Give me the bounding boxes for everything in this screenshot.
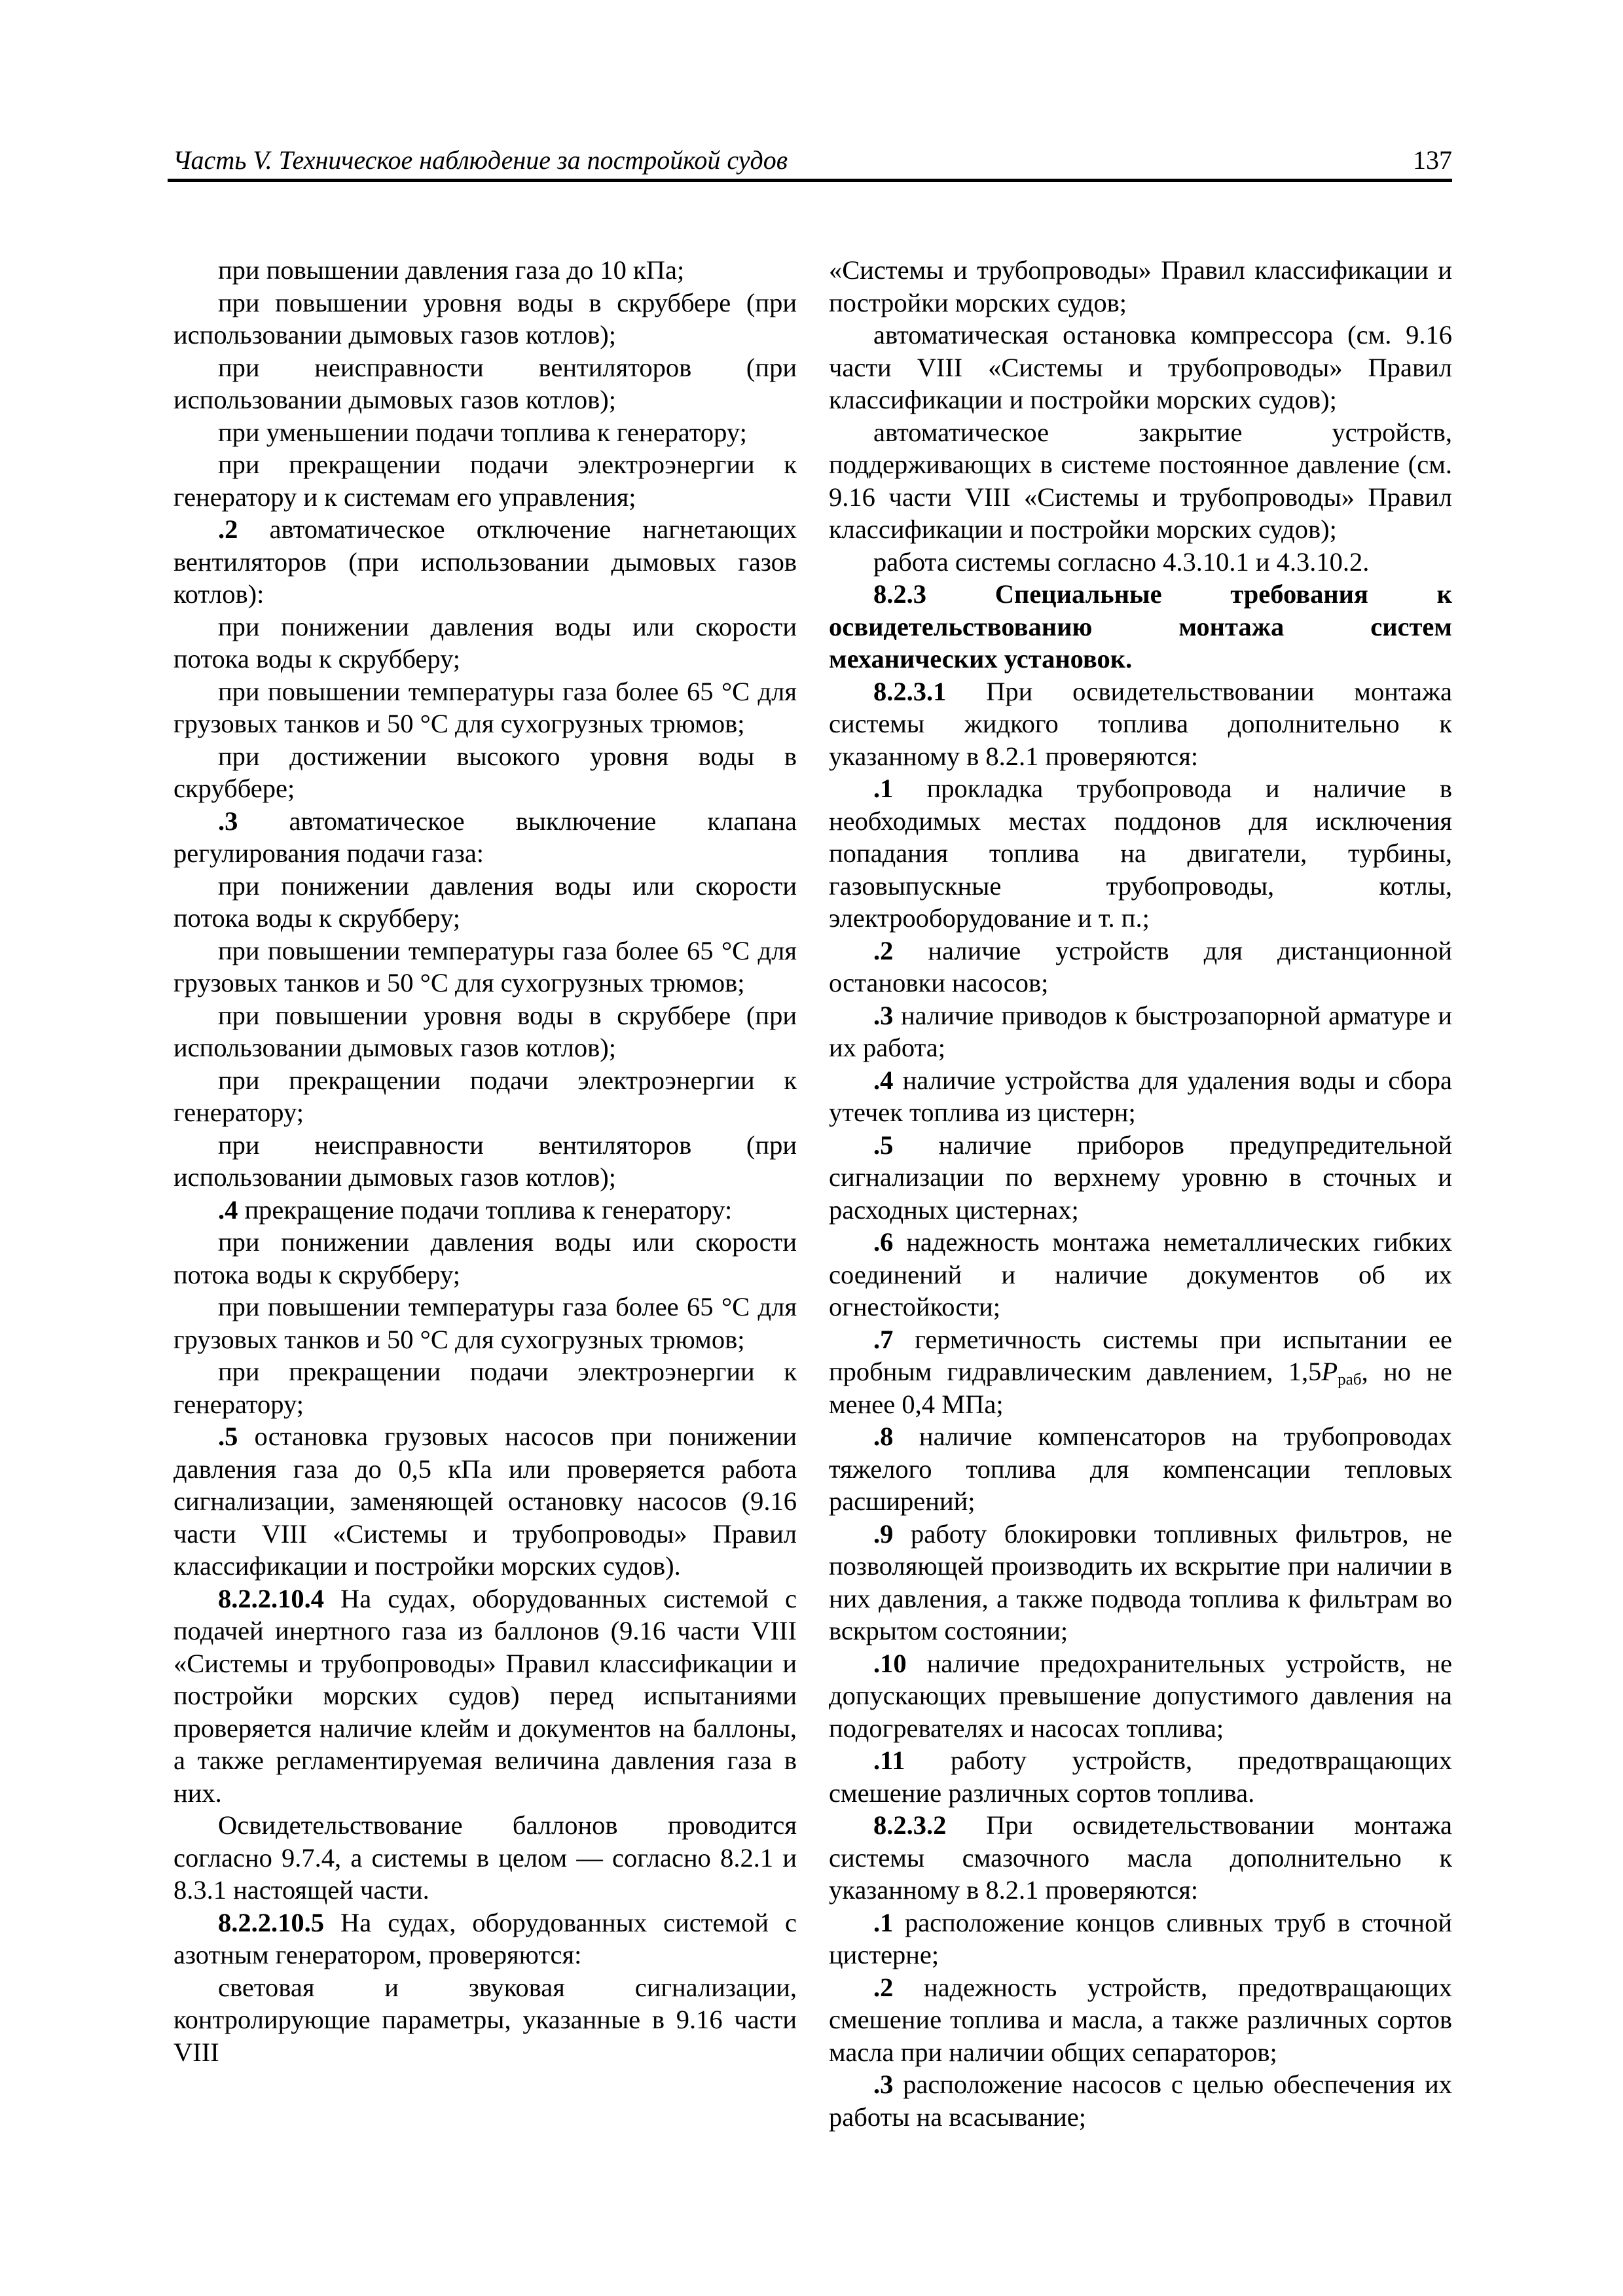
paragraph-number: .1 — [873, 774, 894, 803]
paragraph-text: при понижении давления воды или скорости потока воды к скрубберу; — [173, 611, 797, 673]
paragraph — [829, 772, 1452, 935]
paragraph — [173, 675, 797, 740]
paragraph — [829, 1971, 1452, 2069]
paragraph — [173, 513, 797, 611]
paragraph — [173, 611, 797, 675]
paragraph-text: наличие приборов предупредительной сигнализации по верхнему уровню в сточных и расходных цистернах; — [829, 1130, 1452, 1225]
paragraph-number: .4 — [218, 1194, 238, 1225]
paragraph-number: .3 — [873, 1000, 894, 1030]
paragraph-text: при неисправности вентиляторов (при использовании дымовых газов котлов); — [173, 1130, 797, 1192]
paragraph-text: при прекращении подачи электроэнергии к генератору и к системам его управления; — [173, 450, 797, 512]
paragraph-text: расположение концов сливных труб в сточной цистерне; — [829, 1907, 1452, 1969]
paragraph-text: автоматическое закрытие устройств, поддерживающих в системе постоянное давление (см. 9.16 части VIII «Системы и трубопроводы» Правил классификации и постройки морских судов); — [829, 417, 1452, 544]
paragraph-number: .6 — [873, 1227, 894, 1257]
paragraph-text: при понижении давления воды или скорости потока воды к скрубберу; — [173, 1227, 797, 1289]
paragraph — [829, 1064, 1452, 1129]
page-number: 137 — [1413, 145, 1452, 175]
paragraph — [829, 1323, 1452, 1421]
paragraph-number: .9 — [873, 1518, 894, 1549]
paragraph-number: .2 — [873, 935, 894, 965]
paragraph — [173, 351, 797, 416]
paragraph-number: .7 — [873, 1324, 894, 1354]
symbol-subscript: раб — [1338, 1371, 1362, 1389]
paragraph-text: работа системы согласно 4.3.10.1 и 4.3.10.2. — [873, 547, 1370, 577]
paragraph — [173, 1907, 797, 1971]
paragraph-number: .2 — [218, 514, 238, 544]
paragraph-number: .8 — [873, 1422, 894, 1451]
paragraph-text: При освидетельствовании монтажа системы смазочного масла дополнительно к указанному в 8.2.1 проверяются: — [829, 1810, 1452, 1905]
paragraph-text: при прекращении подачи электроэнергии к генератору; — [173, 1357, 797, 1419]
paragraph — [829, 675, 1452, 773]
paragraph-text: прекращение подачи топлива к генератору: — [238, 1194, 733, 1225]
paragraph-text: автоматическая остановка компрессора (см. 9.16 части VIII «Системы и трубопроводы» Правил классификации и постройки морских судов); — [829, 320, 1452, 414]
paragraph-text: работу блокировки топливных фильтров, не позволяющей производить их вскрытие при наличии в них давления, а также подвода топлива к фильтрам во вскрытом состоянии; — [829, 1518, 1452, 1645]
paragraph-text: при повышении уровня воды в скруббере (при использовании дымовых газов котлов); — [173, 1000, 797, 1062]
paragraph — [173, 805, 797, 870]
paragraph — [173, 1291, 797, 1355]
paragraph-text: при повышении температуры газа более 65 °C для грузовых танков и 50 °C для сухогрузных трюмов; — [173, 676, 797, 738]
paragraph — [829, 2068, 1452, 2133]
paragraph — [173, 1583, 797, 1810]
paragraph-text: при повышении давления газа до 10 кПа; — [218, 255, 685, 285]
paragraph — [173, 254, 797, 287]
paragraph-text: надежность монтажа неметаллических гибких соединений и наличие документов об их огнестойкости; — [829, 1227, 1452, 1321]
paragraph-text: остановка грузовых насосов при понижении давления газа до 0,5 кПа или проверяется работа сигнализации, заменяющей остановку насосов (9.16 части VIII «Системы и трубопроводы» Правил классификации и постройки морских судов). — [173, 1422, 797, 1581]
paragraph — [829, 1420, 1452, 1518]
paragraph — [829, 1647, 1452, 1745]
paragraph — [829, 546, 1452, 579]
header-rule — [168, 179, 1452, 182]
paragraph-text: при повышении уровня воды в скруббере (при использовании дымовых газов котлов); — [173, 287, 797, 350]
paragraph — [173, 999, 797, 1064]
paragraph — [829, 1518, 1452, 1647]
paragraph-text: «Системы и трубопроводы» Правил классификации и постройки морских судов; — [829, 255, 1452, 317]
paragraph — [829, 1744, 1452, 1809]
paragraph-text: На судах, оборудованных системой с подачей инертного газа из баллонов (9.16 части VIII «Системы и трубопроводы» Правил классификации и постройки морских судов) перед испытаниями проверяется наличие клейм и документов на баллоны, а также регламентируемая величина давления газа в них. — [173, 1583, 797, 1808]
paragraph-text: автоматическое выключение клапана регулирования подачи газа: — [173, 806, 797, 868]
paragraph — [173, 1226, 797, 1291]
paragraph — [829, 416, 1452, 546]
paragraph — [829, 1226, 1452, 1323]
paragraph-number: .3 — [218, 806, 238, 836]
paragraph-text: герметичность системы при испытании ее пробным гидравлическим давлением, 1,5 — [829, 1324, 1452, 1386]
paragraph-text: наличие устройств для дистанционной остановки насосов; — [829, 935, 1452, 997]
paragraph-text-tail: , но не менее 0,4 МПа; — [829, 1357, 1452, 1419]
paragraph-text: наличие устройства для удаления воды и сбора утечек топлива из цистерн; — [829, 1065, 1452, 1127]
paragraph-number: 8.2.2.10.4 — [218, 1583, 324, 1613]
paragraph — [173, 740, 797, 805]
paragraph — [829, 319, 1452, 416]
paragraph-text: наличие приводов к быстрозапорной арматуре и их работа; — [829, 1000, 1452, 1062]
paragraph-text: надежность устройств, предотвращающих смешение топлива и масла, а также различных сортов масла при наличии общих сепараторов; — [829, 1972, 1452, 2067]
paragraph-number: 8.2.3.2 — [873, 1810, 947, 1840]
paragraph-number: .5 — [218, 1422, 238, 1451]
paragraph-number: .5 — [873, 1130, 894, 1160]
paragraph-text: световая и звуковая сигнализации, контролирующие параметры, указанные в 9.16 части VIII — [173, 1972, 797, 2067]
paragraph — [173, 1129, 797, 1194]
paragraph-text: расположение насосов с целью обеспечения их работы на всасывание; — [829, 2070, 1452, 2132]
paragraph-number: .10 — [873, 1648, 907, 1678]
paragraph-number: .3 — [873, 2070, 894, 2099]
paragraph — [829, 935, 1452, 999]
paragraph-text: при достижении высокого уровня воды в скруббере; — [173, 741, 797, 803]
symbol-p: P — [1321, 1357, 1338, 1386]
paragraph — [173, 870, 797, 935]
paragraph-text: При освидетельствовании монтажа системы жидкого топлива дополнительно к указанному в 8.2.1 проверяются: — [829, 676, 1452, 771]
paragraph-number: 8.2.3.1 — [873, 676, 947, 706]
paragraph-text: автоматическое отключение нагнетающих вентиляторов (при использовании дымовых газов котлов): — [173, 514, 797, 609]
paragraph-number: .11 — [873, 1746, 905, 1775]
paragraph-number: 8.2.3 Специальные требования к освидетельствованию монтажа систем механических установок. — [829, 579, 1452, 673]
paragraph-text: при прекращении подачи электроэнергии к генератору; — [173, 1065, 797, 1127]
paragraph-text: На судах, оборудованных системой с азотным генератором, проверяются: — [173, 1907, 797, 1969]
running-header-title: Часть V. Техническое наблюдение за постройкой судов — [173, 145, 788, 175]
paragraph — [173, 1420, 797, 1583]
paragraph-number: .4 — [873, 1065, 894, 1095]
paragraph — [173, 416, 797, 449]
running-header — [168, 139, 1452, 182]
paragraph-text: наличие компенсаторов на трубопроводах тяжелого топлива для компенсации тепловых расширений; — [829, 1422, 1452, 1516]
paragraph — [829, 999, 1452, 1064]
left-column — [173, 254, 797, 2068]
paragraph — [829, 254, 1452, 319]
paragraph-text: работу устройств, предотвращающих смешение различных сортов топлива. — [829, 1746, 1452, 1808]
paragraph-number: .1 — [873, 1907, 894, 1937]
paragraph — [173, 935, 797, 999]
paragraph — [173, 1809, 797, 1907]
paragraph — [173, 448, 797, 513]
paragraph — [829, 1809, 1452, 1907]
paragraph — [173, 1064, 797, 1129]
paragraph — [173, 287, 797, 351]
paragraph-text: Освидетельствование баллонов проводится согласно 9.7.4, а системы в целом — согласно 8.2.1 и 8.3.1 настоящей части. — [173, 1810, 797, 1905]
paragraph — [829, 1907, 1452, 1971]
paragraph-text: при повышении температуры газа более 65 °C для грузовых танков и 50 °C для сухогрузных трюмов; — [173, 1292, 797, 1354]
paragraph-text: наличие предохранительных устройств, не допускающих превышение допустимого давления на подогревателях и насосах топлива; — [829, 1648, 1452, 1743]
paragraph — [829, 1129, 1452, 1227]
paragraph — [173, 1194, 797, 1227]
paragraph-text: при неисправности вентиляторов (при использовании дымовых газов котлов); — [173, 352, 797, 414]
paragraph-text: при понижении давления воды или скорости потока воды к скрубберу; — [173, 870, 797, 933]
paragraph-text: прокладка трубопровода и наличие в необходимых местах поддонов для исключения попадания топлива на двигатели, турбины, газовыпускные трубопроводы, котлы, электрооборудование и т. п.; — [829, 774, 1452, 933]
right-column — [829, 254, 1452, 2133]
paragraph-text: при повышении температуры газа более 65 °C для грузовых танков и 50 °C для сухогрузных трюмов; — [173, 935, 797, 997]
paragraph — [173, 1355, 797, 1420]
paragraph-number: .2 — [873, 1972, 894, 2002]
paragraph-number: 8.2.2.10.5 — [218, 1907, 324, 1937]
paragraph — [829, 578, 1452, 675]
paragraph-text: при уменьшении подачи топлива к генератору; — [218, 417, 747, 447]
paragraph — [173, 1971, 797, 2069]
